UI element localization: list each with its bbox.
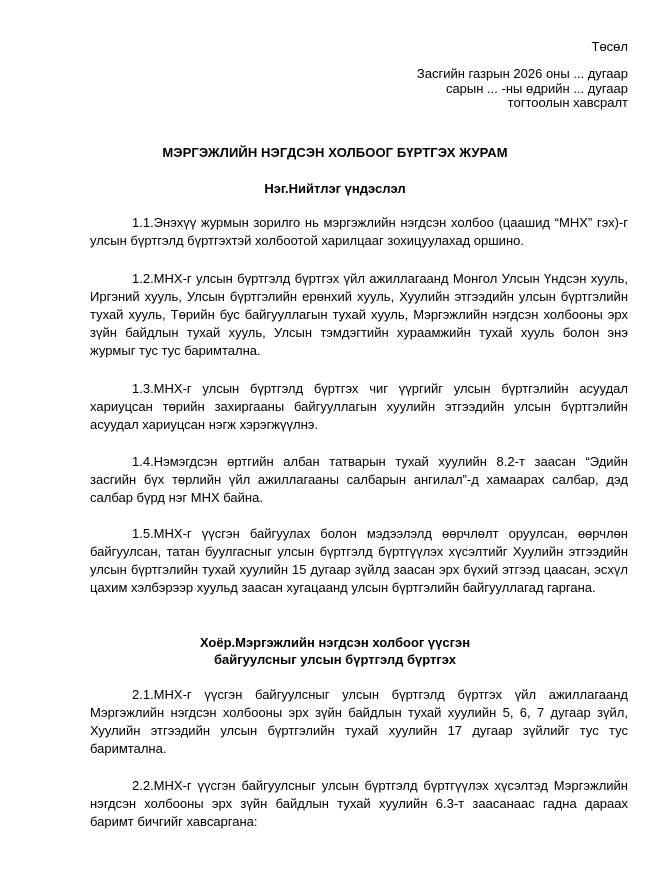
paragraph-1-2: 1.2.МНХ-г улсын бүртгэлд бүртгэх үйл ажиллагаанд Монгол Улсын Үндсэн хууль, Иргэний хууль, Улсын бүртгэлийн ерөнхий хууль, Хуулийн этгээдийн улсын бүртгэлийн тухай хууль, Төрийн бус байгууллагын тухай хууль, Мэргэжлийн нэгдсэн холбооны эрх зүйн байдлын тухай хууль, Улсын тэмдэгтийн хураамжийн тухай хууль болон энэ журмыг тус тус баримтална. [90,271,628,358]
paragraph-1-4: 1.4.Нэмэгдсэн өртгийн албан татварын тухай хуулийн 8.2-т заасан “Эдийн засгийн бүх төрлийн үйл ажиллагааны салбарын ангилал”-д хамаарах салбар, дэд салбар бүрд нэг МНХ байна. [90,454,628,505]
document-title: МЭРГЭЖЛИЙН НЭГДСЭН ХОЛБООГ БҮРТГЭХ ЖУРАМ [162,145,508,160]
annex-line: тогтоолын хавсралт [507,95,628,110]
section-heading-2 [0,634,670,668]
paragraph-1-1: 1.1.Энэхүү журмын зорилго нь мэргэжлийн нэгдсэн холбоо (цаашид “МНХ” гэх)-г улсын бүртгэлд бүртгэхтэй холбоотой харилцааг зохицуулахад оршино. [90,215,628,248]
annex-line: Засгийн газрын 2026 оны ... дугаар [416,66,628,81]
section-heading-line: Нэг.Нийтлэг үндэслэл [264,181,406,196]
section-heading-line: Хоёр.Мэргэжлийн нэгдсэн холбоог үүсгэн [199,635,471,650]
paragraph-2-2: 2.2.МНХ-г үүсгэн байгуулсныг улсын бүртгэлд бүртгүүлэх хүсэлтэд Мэргэжлийн нэгдсэн холбооны эрх зүйн байдлын тухай хуулийн 6.3-т заасанаас гадна дараах баримт бичгийг хавсаргана: [90,778,628,829]
paragraph-2-1: 2.1.МНХ-г үүсгэн байгуулсныг улсын бүртгэлд бүртгэх үйл ажиллагаанд Мэргэжлийн нэгдсэн холбооны эрх зүйн байдлын тухай хуулийн 5, 6, 7 дугаар зүйл, Хуулийн этгээдийн улсын бүртгэлийн тухай хуулийн 17 дугаар зүйлийг тус тус баримтална. [90,687,628,756]
paragraph-1-5: 1.5.МНХ-г үүсгэн байгуулах болон мэдээлэлд өөрчлөлт оруулсан, өөрчлөн байгуулсан, татан буулгасныг улсын бүртгэлд бүртгүүлэх хүсэлтийг Хуулийн этгээдийн улсын бүртгэлийн тухай хуулийн 15 дугаар зүйлд заасан эрх бүхий этгээд цаасан, эсхүл цахим хэлбэрээр хуульд заасан хугацаанд улсын бүртгэлийн байгууллагад гаргана. [90,526,628,595]
section-heading-1 [0,180,670,197]
annex-note [417,67,628,111]
paragraph-1-3: 1.3.МНХ-г улсын бүртгэлд бүртгэх чиг үүргийг улсын бүртгэлийн асуудал хариуцсан төрийн захиргааны байгууллагын хуулийн этгээдийн улсын бүртгэлийн асуудал хариуцсан нэгж хэрэгжүүлнэ. [90,381,628,432]
section-heading-line: байгуулсныг улсын бүртгэлд бүртгэх [213,652,457,667]
annex-line: сарын ... -ны өдрийн ... дугаар [445,80,628,96]
draft-mark: Төсөл [591,39,628,54]
